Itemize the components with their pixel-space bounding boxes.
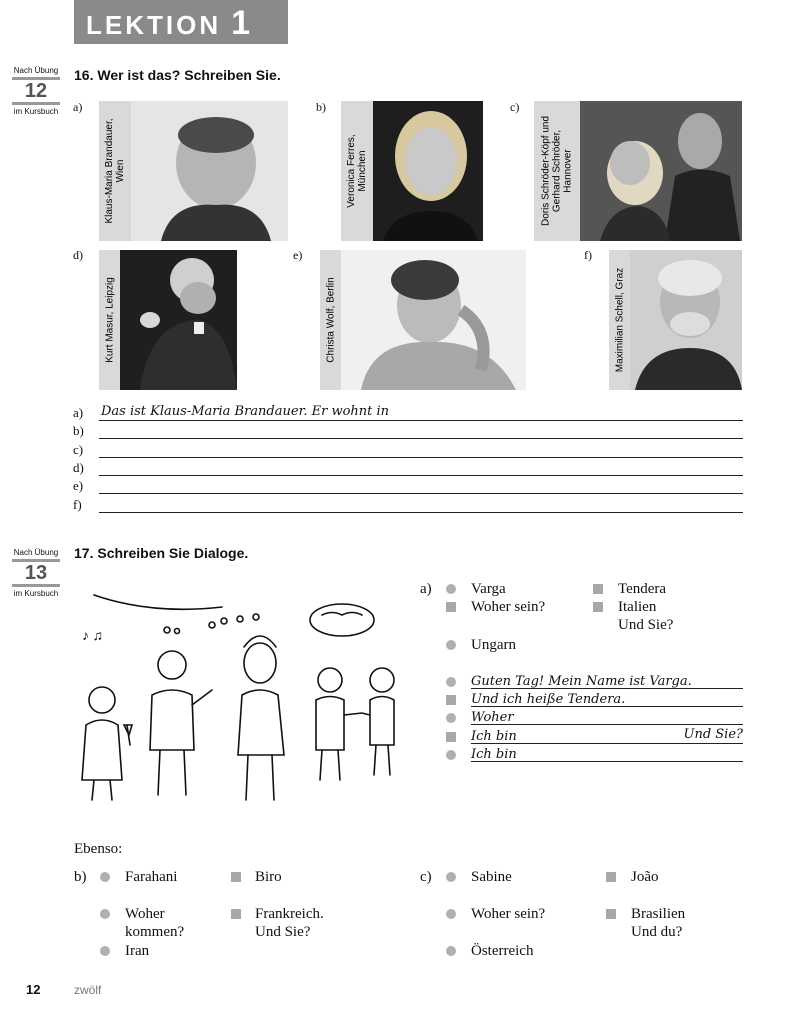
photo-caption-box xyxy=(609,250,630,390)
speaker-circle-bullet xyxy=(446,640,456,650)
photo-letter: b) xyxy=(316,100,326,114)
dialog-line-tail: Und Sie? xyxy=(683,727,743,742)
page-number: 12 xyxy=(26,982,41,997)
dialog-a-prompt: Woher sein? xyxy=(471,599,546,615)
dialog-a-prompt: Varga xyxy=(471,581,506,597)
dialog-c-letter: c) xyxy=(420,869,432,885)
lektion-number: 1 xyxy=(231,4,251,42)
lektion-title xyxy=(86,4,250,43)
speaker-circle-bullet xyxy=(446,909,456,919)
photo-caption: Veronica Ferres, München xyxy=(346,134,368,208)
speaker-square-bullet xyxy=(593,602,603,612)
svg-text:♪ ♫: ♪ ♫ xyxy=(82,629,103,644)
photo-caption: Doris Schröder-Köpf und Gerhard Schröder, Hannover xyxy=(540,115,574,227)
photo-schell xyxy=(630,250,742,390)
dialog-line xyxy=(471,672,743,689)
note-bottom: im Kursbuch xyxy=(13,589,59,598)
dialog-c-prompt: Woher sein? xyxy=(471,906,546,922)
photo-letter: f) xyxy=(584,248,592,262)
answer-line-f xyxy=(73,495,743,513)
dialog-line xyxy=(471,745,743,762)
dialog-line xyxy=(471,690,743,707)
photo-letter: c) xyxy=(510,100,520,114)
answer-text: Das ist Klaus-Maria Brandauer. Er wohnt in xyxy=(101,404,390,419)
speaker-circle-bullet xyxy=(100,909,110,919)
dialog-c-reply: Und du? xyxy=(631,924,683,940)
speaker-square-bullet xyxy=(231,872,241,882)
photo-caption-box xyxy=(99,101,131,241)
dialog-b-prompt: kommen? xyxy=(125,924,185,940)
note-number: 12 xyxy=(12,77,60,105)
answer-letter: a) xyxy=(73,405,84,420)
dialog-b-reply: Frankreich. xyxy=(255,906,324,922)
photo-brandauer xyxy=(131,101,288,241)
answer-letter: c) xyxy=(73,442,84,457)
photo-letter: d) xyxy=(73,248,83,262)
photo-masur xyxy=(120,250,237,390)
photo-caption: Christa Wolf, Berlin xyxy=(325,277,336,363)
speaker-circle-bullet xyxy=(446,713,456,723)
speaker-circle-bullet xyxy=(446,677,456,687)
dialog-c-reply: João xyxy=(631,869,659,885)
dialog-b-prompt: Iran xyxy=(125,943,150,959)
dialog-b-prompt: Farahani xyxy=(125,869,178,885)
speaker-circle-bullet xyxy=(100,872,110,882)
dialog-line-text: Woher xyxy=(471,710,514,725)
photo-ferres xyxy=(373,101,483,241)
dialog-line-text: Und ich heiße Tendera. xyxy=(471,692,626,707)
photo-schroeder xyxy=(580,101,742,241)
dialog-b-letter: b) xyxy=(74,869,87,885)
dialog-a-prompt: Ungarn xyxy=(471,637,516,653)
dialog-line xyxy=(471,727,743,744)
photo-caption: Klaus-Maria Brandauer, Wien xyxy=(104,118,126,224)
speaker-circle-bullet xyxy=(446,750,456,760)
speaker-circle-bullet xyxy=(100,946,110,956)
speaker-square-bullet xyxy=(606,872,616,882)
photo-letter: e) xyxy=(293,248,303,262)
dialog-b-prompt: Woher xyxy=(125,906,165,922)
speaker-circle-bullet xyxy=(446,872,456,882)
answer-letter: e) xyxy=(73,478,84,493)
dialog-c-reply: Brasilien xyxy=(631,906,686,922)
exercise-reference-note xyxy=(8,66,64,116)
dialog-line-text: Ich bin xyxy=(471,729,517,744)
speaker-square-bullet xyxy=(446,695,456,705)
dialog-c-prompt: Österreich xyxy=(471,943,534,959)
answer-line-b xyxy=(73,421,743,439)
speaker-circle-bullet xyxy=(446,602,456,612)
answer-letter: f) xyxy=(73,497,82,512)
note-number: 13 xyxy=(12,559,60,587)
answer-letter: b) xyxy=(73,423,84,438)
party-cartoon xyxy=(72,585,412,810)
dialog-a-reply: Tendera xyxy=(618,581,667,597)
photo-caption-box xyxy=(534,101,580,241)
note-top: Nach Übung xyxy=(13,66,59,75)
dialog-line xyxy=(471,708,743,725)
dialog-line-text: Guten Tag! Mein Name ist Varga. xyxy=(471,674,692,689)
photo-letter: a) xyxy=(73,100,83,114)
answer-letter: d) xyxy=(73,460,84,475)
exercise-reference-note xyxy=(8,548,64,598)
dialog-a-reply: Italien xyxy=(618,599,657,615)
photo-caption: Kurt Masur, Leipzig xyxy=(104,277,115,363)
answer-line-e xyxy=(73,476,743,494)
speaker-square-bullet xyxy=(593,584,603,594)
photo-caption: Maximilian Schell, Graz xyxy=(614,267,625,373)
dialog-c-prompt: Sabine xyxy=(471,869,512,885)
speaker-circle-bullet xyxy=(446,946,456,956)
photo-wolf xyxy=(341,250,526,390)
page-number-word: zwölf xyxy=(74,983,102,997)
speaker-square-bullet xyxy=(446,732,456,742)
photo-caption-box xyxy=(320,250,341,390)
dialog-b-reply: Biro xyxy=(255,869,282,885)
photo-caption-box xyxy=(99,250,120,390)
speaker-square-bullet xyxy=(606,909,616,919)
answer-line-a xyxy=(73,403,743,421)
exercise-16-title: 16. Wer ist das? Schreiben Sie. xyxy=(74,67,281,83)
dialog-a-letter: a) xyxy=(420,581,432,597)
photo-caption-box xyxy=(341,101,373,241)
speaker-circle-bullet xyxy=(446,584,456,594)
note-top: Nach Übung xyxy=(13,548,59,557)
dialog-line-text: Ich bin xyxy=(471,747,517,762)
answer-line-c xyxy=(73,440,743,458)
speaker-square-bullet xyxy=(231,909,241,919)
dialog-a-reply: Und Sie? xyxy=(618,617,674,633)
answer-line-d xyxy=(73,458,743,476)
lektion-word: LEKTION xyxy=(86,10,222,40)
ebenso-label: Ebenso: xyxy=(74,841,123,857)
dialog-b-reply: Und Sie? xyxy=(255,924,311,940)
exercise-17-title: 17. Schreiben Sie Dialoge. xyxy=(74,545,249,561)
note-bottom: im Kursbuch xyxy=(13,107,59,116)
